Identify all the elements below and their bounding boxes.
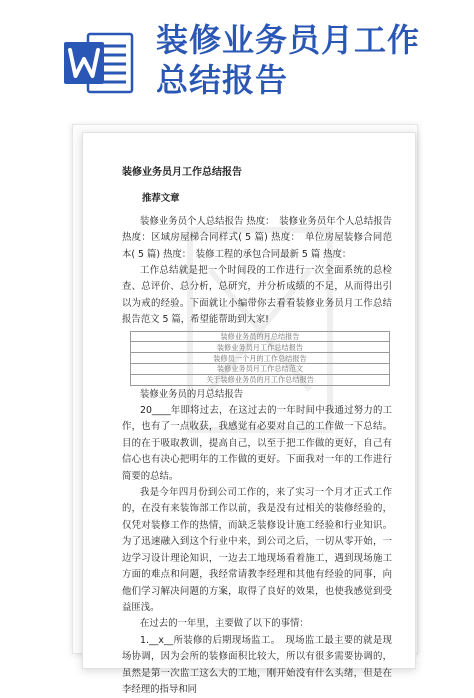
banner-title-line1: 装修业务员月工作 (156, 21, 421, 59)
banner-title-line2: 总结报告 (156, 61, 289, 99)
paragraph: 1.__x__所装修的后期现场监工。 现场监工最主要的就是现场协调，因为会所的装修面积比较大，所以有很多需要协调的，虽然是第一次监工这么大的工地，刚开始没有什么头绪，但是在李经理的指导和同 (122, 634, 392, 695)
paragraph: 装修业务员个人总结报告 热度： 装修业务员年个人总结报告 热度：区域房屋梯合同样式( 5 篇) 热度： 单位房屋装修合同范本( 5 篇) 热度： 装修工程的承包合同最新 5 篇 热度： (122, 215, 392, 260)
related-article-link[interactable]: 装修业务员的月总结报告 (131, 331, 390, 342)
section-heading: 装修业务员的月总结报告 (140, 388, 244, 400)
related-article-link[interactable]: 关于装修业务员的月工作总结报告 (131, 374, 390, 385)
related-article-link[interactable]: 装修业务员月工作总结范文 (131, 364, 390, 375)
document-body (122, 165, 392, 698)
related-article-link[interactable]: 装修业务员月工作总结报告 (131, 342, 390, 353)
document-title: 装修业务员月工作总结报告 (122, 167, 242, 178)
recommended-articles-label: 推荐文章 (142, 193, 180, 205)
header-banner (0, 0, 474, 112)
paragraph: 我是今年四月份到公司工作的，来了实习一个月才正式工作的，在没有来装饰部工作以前，我是没有过相关的装修经验的，仅凭对装修工作的热情，而缺乏装修设计施工经验和行业知识。为了迅速融入到这个行业中来，到公司之后，一切从零开始，一边学习设计理论知识，一边去工地现场看着施工，遇到现场施工方面的难点和问题，我经常请教李经理和其他有经验的同事，向他们学习解决问题的方案，取得了良好的效果，也使我感觉到受益匪浅。 (122, 487, 392, 613)
paragraph: 20____年即将过去，在这过去的一年时间中我通过努力的工作，也有了一点收获，我感觉有必要对自己的工作做一下总结。目的在于吸取教训，提高自己，以至于把工作做的更好，自己有信心也有决心把明年的工作做的更好。下面我对一年的工作进行简要的总结。 (122, 405, 392, 482)
word-document-icon (62, 30, 136, 96)
paragraph: 在过去的一年里，主要做了以下的事情： (140, 618, 309, 630)
banner-title (156, 20, 456, 100)
related-articles-table (130, 331, 390, 386)
related-article-link[interactable]: 装修员一个月的工作总结报告 (131, 353, 390, 364)
paragraph: 工作总结就是把一个时间段的工作进行一次全面系统的总检查、总评价、总分析，总研究，并分析成绩的不足，从而得出引以为戒的经验。下面就让小编带你去看看装修业务员月工作总结报告范文 5 篇，希望能帮助到大家! (122, 265, 392, 326)
